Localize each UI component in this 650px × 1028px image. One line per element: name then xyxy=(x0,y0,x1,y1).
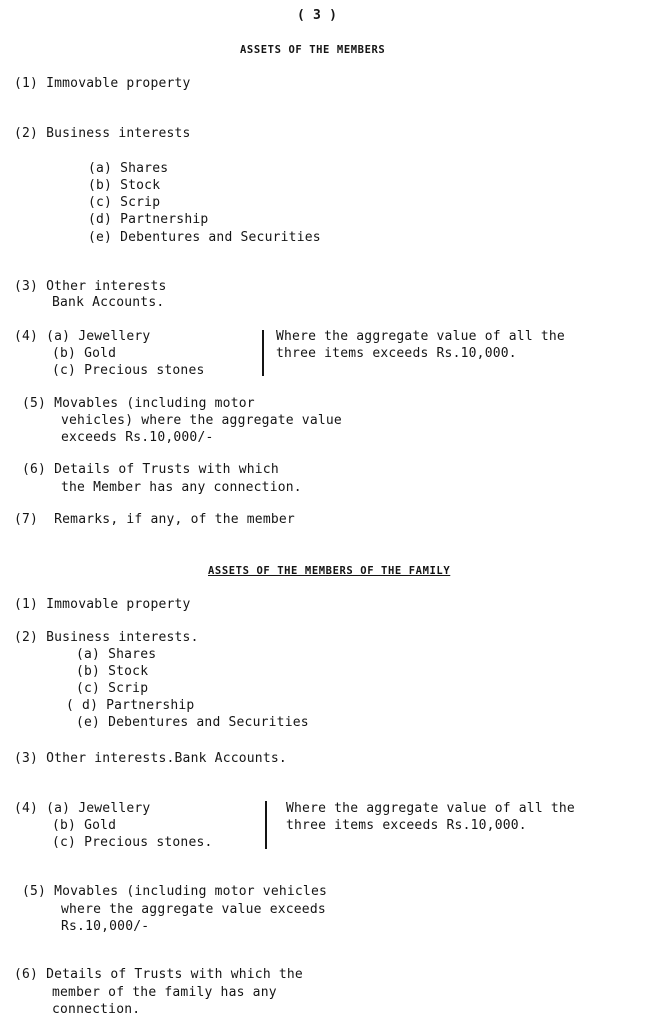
members-item-4-note-line1: Where the aggregate value of all the xyxy=(276,329,565,344)
members-item-4-brace xyxy=(262,330,267,376)
members-item-4c: (c) Precious stones xyxy=(52,363,205,378)
family-item-2c: (c) Scrip xyxy=(76,681,149,696)
members-item-4a: (4) (a) Jewellery xyxy=(14,329,151,344)
members-item-5-line3: exceeds Rs.10,000/- xyxy=(61,430,214,445)
family-item-4c: (c) Precious stones. xyxy=(52,835,213,850)
section-title-family: ASSETS OF THE MEMBERS OF THE FAMILY xyxy=(208,565,451,577)
members-item-5: (5) Movables (including motor xyxy=(22,396,255,411)
members-item-3: (3) Other interests xyxy=(14,279,167,294)
family-item-4a: (4) (a) Jewellery xyxy=(14,801,151,816)
family-item-4-note-line1: Where the aggregate value of all the xyxy=(286,801,575,816)
members-item-2c: (c) Scrip xyxy=(88,195,161,210)
family-item-3: (3) Other interests.Bank Accounts. xyxy=(14,751,287,766)
family-item-2a: (a) Shares xyxy=(76,647,157,662)
members-item-4b: (b) Gold xyxy=(52,346,117,361)
family-item-4-note-line2: three items exceeds Rs.10,000. xyxy=(286,818,527,833)
members-item-2: (2) Business interests xyxy=(14,126,191,141)
members-item-7: (7) Remarks, if any, of the member xyxy=(14,512,295,527)
family-item-4b: (b) Gold xyxy=(52,818,117,833)
members-item-1: (1) Immovable property xyxy=(14,76,191,91)
section-title-members: ASSETS OF THE MEMBERS xyxy=(240,44,386,56)
family-item-5: (5) Movables (including motor vehicles xyxy=(22,884,328,899)
members-item-2e: (e) Debentures and Securities xyxy=(88,230,321,245)
members-item-2a: (a) Shares xyxy=(88,161,169,176)
family-item-2e: (e) Debentures and Securities xyxy=(76,715,309,730)
family-item-4-brace xyxy=(265,801,270,849)
members-item-2d: (d) Partnership xyxy=(88,212,209,227)
members-item-2b: (b) Stock xyxy=(88,178,161,193)
family-item-2: (2) Business interests. xyxy=(14,630,199,645)
family-item-2b: (b) Stock xyxy=(76,664,149,679)
family-item-6-line2: member of the family has any xyxy=(52,985,277,1000)
members-item-4-note-line2: three items exceeds Rs.10,000. xyxy=(276,346,517,361)
family-item-1: (1) Immovable property xyxy=(14,597,191,612)
family-item-5-line3: Rs.10,000/- xyxy=(61,919,150,934)
members-item-3-line2: Bank Accounts. xyxy=(52,295,165,310)
members-item-6: (6) Details of Trusts with which xyxy=(22,462,279,477)
family-item-2d: ( d) Partnership xyxy=(66,698,195,713)
family-item-6-line3: connection. xyxy=(52,1002,141,1017)
family-item-5-line2: where the aggregate value exceeds xyxy=(61,902,326,917)
page-number: ( 3 ) xyxy=(297,8,338,23)
family-item-6: (6) Details of Trusts with which the xyxy=(14,967,303,982)
members-item-6-line2: the Member has any connection. xyxy=(61,480,302,495)
members-item-5-line2: vehicles) where the aggregate value xyxy=(61,413,342,428)
